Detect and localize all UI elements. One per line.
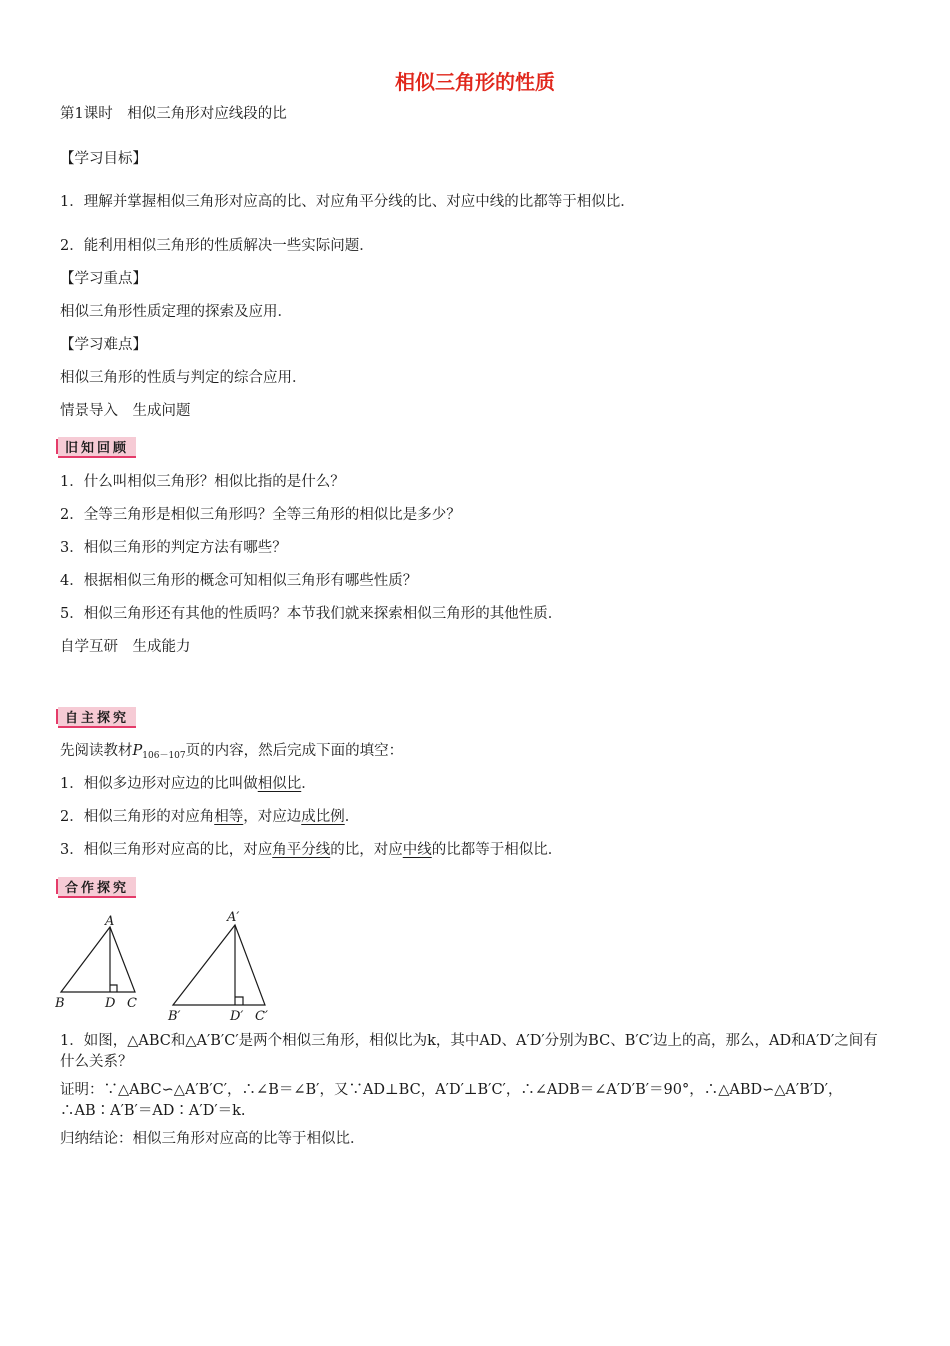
fill-answer: 成比例 — [301, 809, 345, 825]
fill-text: 3．相似三角形对应高的比，对应 — [60, 842, 273, 858]
intro-page-symbol: P — [132, 743, 143, 759]
triangle-abc-prime — [173, 925, 265, 1005]
page-title: 相似三角形的性质 — [395, 70, 555, 94]
goal-item: 1．理解并掌握相似三角形对应高的比、对应角平分线的比、对应中线的比都等于相似比． — [60, 194, 635, 210]
key-text: 相似三角形性质定理的探索及应用． — [60, 304, 292, 320]
fill-item — [60, 807, 359, 827]
badge-review: 旧知回顾 — [58, 437, 136, 458]
fill-text: ，对应边 — [243, 809, 302, 825]
similar-triangles-figure — [55, 905, 285, 1020]
review-question: 4．根据相似三角形的概念可知相似三角形有哪些性质？ — [60, 573, 418, 589]
fill-answer: 相似比 — [257, 776, 302, 792]
label-d: D — [105, 996, 116, 1011]
label-a-prime: A′ — [227, 910, 240, 925]
intro-text: 先阅读教材 — [60, 743, 133, 759]
difficulty-heading: 【学习难点】 — [60, 337, 147, 353]
label-a: A — [105, 914, 115, 929]
label-b: B — [55, 996, 65, 1011]
fill-answer: 角平分线 — [272, 842, 331, 858]
fill-text: ． — [301, 776, 316, 792]
label-c: C — [127, 996, 137, 1011]
fill-text: ． — [344, 809, 360, 825]
review-question: 2．全等三角形是相似三角形吗？全等三角形的相似比是多少？ — [60, 507, 461, 523]
right-angle-mark-prime — [235, 997, 243, 1005]
section-heading: 自学互研 生成能力 — [60, 639, 191, 655]
fill-answer: 相等 — [214, 809, 244, 825]
fill-item — [60, 774, 316, 794]
goal-item: 2．能利用相似三角形的性质解决一些实际问题． — [60, 238, 374, 254]
intro-text: 页的内容，然后完成下面的填空： — [185, 743, 404, 759]
review-question: 5．相似三角形还有其他的性质吗？本节我们就来探索相似三角形的其他性质． — [60, 606, 563, 622]
fill-text: 1．相似多边形对应边的比叫做 — [60, 776, 258, 792]
fill-text: 的比都等于相似比． — [431, 842, 563, 858]
badge-self-study: 自主探究 — [58, 707, 136, 728]
goals-heading: 【学习目标】 — [60, 151, 147, 167]
badge-cooperation: 合作探究 — [58, 877, 136, 898]
self-study-intro — [60, 741, 403, 766]
label-c-prime: C′ — [255, 1009, 268, 1020]
problem-1: 1．如图，△ABC和△A′B′C′是两个相似三角形，相似比为k，其中AD、A′D′分别为BC、B′C′边上的高，那么，AD和A′D′之间有什么关系？ — [60, 1033, 878, 1070]
fill-text: 2．相似三角形的对应角 — [60, 809, 215, 825]
review-question: 1．什么叫相似三角形？相似比指的是什么？ — [60, 474, 345, 490]
difficulty-text: 相似三角形的性质与判定的综合应用． — [60, 370, 307, 386]
review-question: 3．相似三角形的判定方法有哪些？ — [60, 540, 287, 556]
conclusion: 归纳结论：相似三角形对应高的比等于相似比． — [60, 1131, 365, 1147]
fill-answer: 中线 — [402, 842, 432, 858]
intro-page-range: 106－107 — [142, 751, 186, 761]
fill-text: 的比，对应 — [330, 842, 403, 858]
proof: 证明：∵△ABC∽△A′B′C′，∴∠B＝∠B′，又∵AD⊥BC，A′D′⊥B′C′，∴∠ADB＝∠A′D′B′＝90°，∴△ABD∽△A′B′D′，∴AB∶A′B′＝AD∶A′D′＝k. — [60, 1082, 843, 1119]
lesson-subtitle: 第1课时 相似三角形对应线段的比 — [60, 106, 287, 122]
label-d-prime: D′ — [230, 1009, 244, 1020]
fill-item — [60, 840, 562, 860]
key-heading: 【学习重点】 — [60, 271, 147, 287]
right-angle-mark — [110, 985, 117, 992]
label-b-prime: B′ — [168, 1009, 181, 1020]
triangle-abc — [61, 927, 135, 992]
section-heading: 情景导入 生成问题 — [60, 403, 191, 419]
